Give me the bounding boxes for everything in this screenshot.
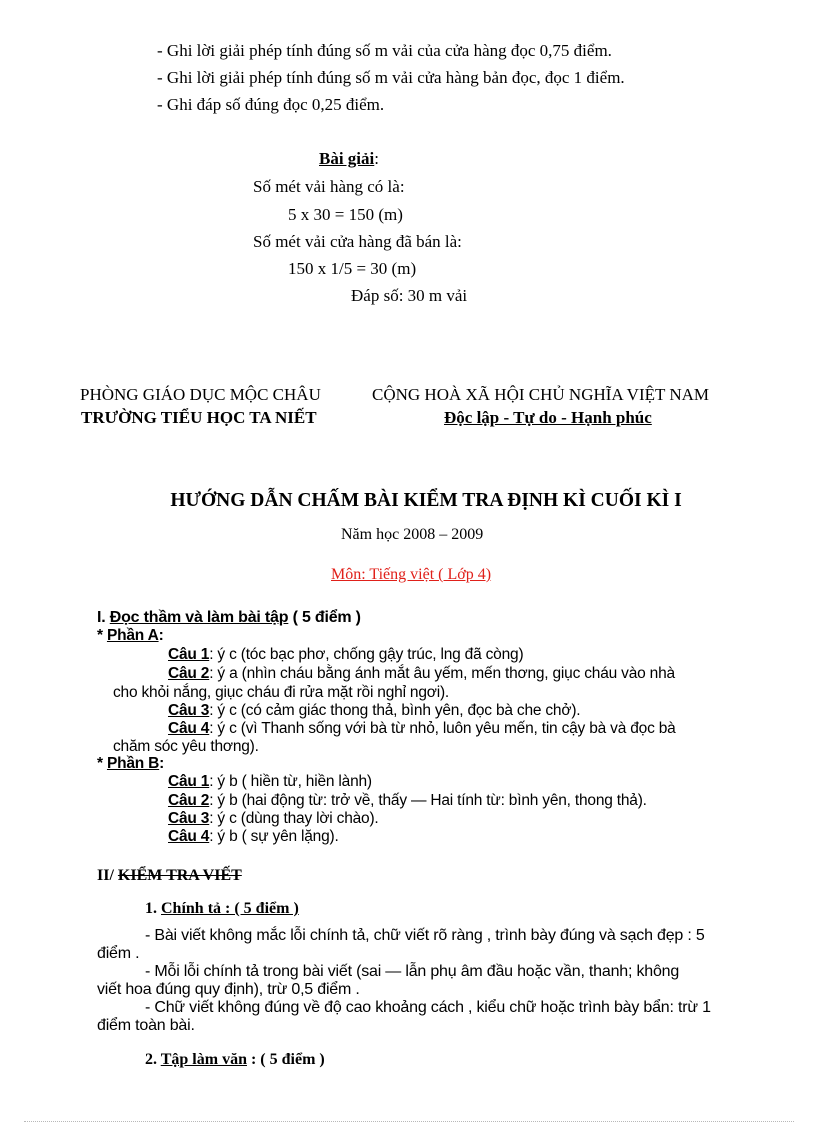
section-2-heading bbox=[97, 866, 242, 886]
header-department: PHÒNG GIÁO DỤC MỘC CHÂU bbox=[80, 385, 321, 404]
solution-answer: Đáp số: 30 m vải bbox=[351, 286, 468, 305]
top-note-2: - Ghi lời giải phép tính đúng số m vải cửa hàng bản đọc, đọc 1 điểm. bbox=[157, 68, 625, 87]
item-text: : ý b ( hiền từ, hiền lành) bbox=[209, 773, 372, 790]
item-text: : ý c (tóc bạc phơ, chống gậy trúc, lng đã còng) bbox=[209, 646, 524, 663]
solution-line-1: Số mét vải hàng có là: bbox=[253, 177, 405, 196]
top-note-3: - Ghi đáp số đúng đọc 0,25 điểm. bbox=[157, 95, 385, 114]
solution-title-colon: : bbox=[374, 149, 379, 168]
part-b-label: Phần B bbox=[106, 755, 160, 772]
spelling-para-3-line-1: - Chữ viết không đúng về độ cao khoảng cách , kiểu chữ hoặc trình bày bẩn: trừ 1 bbox=[145, 999, 711, 1016]
section-2-title: KIỂM TRA VIẾT bbox=[117, 867, 242, 884]
section-2-prefix: II/ bbox=[97, 867, 118, 884]
subsection-composition-title: Tập làm văn bbox=[160, 1051, 247, 1068]
part-a-item-2-continued: cho khỏi nắng, giục cháu đi rửa mặt rồi nghỉ ngơi). bbox=[113, 684, 450, 701]
solution-title: Bài giải bbox=[319, 149, 375, 168]
solution-heading bbox=[319, 148, 379, 169]
solution-line-3: Số mét vải cửa hàng đã bán là: bbox=[253, 232, 462, 251]
item-label: Câu 2 bbox=[168, 665, 210, 682]
page-bottom-divider bbox=[24, 1121, 794, 1122]
part-a-item-1 bbox=[168, 646, 523, 664]
subsection-composition-heading bbox=[145, 1050, 325, 1070]
part-a-item-3 bbox=[168, 702, 580, 720]
spelling-para-2-line-1: - Mỗi lỗi chính tả trong bài viết (sai — lẫn phụ âm đầu hoặc vần, thanh; không bbox=[145, 963, 680, 980]
section-1-heading bbox=[97, 609, 361, 627]
part-a-item-2 bbox=[168, 665, 675, 683]
item-label: Câu 1 bbox=[168, 773, 210, 790]
part-a-item-4-continued: chăm sóc yêu thơng). bbox=[113, 738, 259, 755]
section-1-title: Đọc thầm và làm bài tập bbox=[109, 609, 289, 626]
subsection-spelling-title: Chính tả : ( 5 điểm ) bbox=[161, 900, 299, 917]
part-b-item-4 bbox=[168, 828, 339, 846]
part-b-heading bbox=[97, 755, 164, 773]
part-b-item-3 bbox=[168, 810, 379, 828]
spelling-para-1-line-2: điểm . bbox=[97, 945, 140, 962]
item-label: Câu 1 bbox=[168, 646, 210, 663]
item-text: : ý c (có cảm giác thong thả, bình yên, đọc bà che chở). bbox=[209, 702, 581, 719]
subsection-number: 1. bbox=[145, 900, 161, 917]
subsection-composition-suffix: : ( 5 điểm ) bbox=[246, 1051, 325, 1068]
part-a-colon: : bbox=[158, 627, 164, 644]
part-a-item-4 bbox=[168, 720, 676, 738]
part-b-colon: : bbox=[159, 755, 165, 772]
part-a-heading bbox=[97, 627, 164, 645]
solution-line-2: 5 x 30 = 150 (m) bbox=[288, 205, 403, 224]
part-b-star: * bbox=[97, 755, 107, 772]
part-a-star: * bbox=[97, 627, 107, 644]
item-text: : ý c (dùng thay lời chào). bbox=[209, 810, 379, 827]
subject-line: Môn: Tiếng việt ( Lớp 4) bbox=[331, 566, 492, 583]
part-a-label: Phần A bbox=[106, 627, 159, 644]
top-note-1: - Ghi lời giải phép tính đúng số m vải của cửa hàng đọc 0,75 điểm. bbox=[157, 41, 612, 60]
item-text: : ý b ( sự yên lặng). bbox=[209, 828, 339, 845]
solution-line-4: 150 x 1/5 = 30 (m) bbox=[288, 259, 417, 278]
item-text: : ý b (hai động từ: trở về, thấy — Hai tính từ: bình yên, thong thả). bbox=[209, 792, 647, 809]
item-label: Câu 2 bbox=[168, 792, 210, 809]
doc-title: HƯỚNG DẪN CHẤM BÀI KIỂM TRA ĐỊNH KÌ CUỐI KÌ I bbox=[170, 490, 682, 511]
item-label: Câu 3 bbox=[168, 810, 210, 827]
spelling-para-2-line-2: viết hoa đúng quy định), trừ 0,5 điểm . bbox=[97, 981, 360, 998]
spelling-para-3-line-2: điểm toàn bài. bbox=[97, 1017, 195, 1034]
subsection-number: 2. bbox=[145, 1051, 161, 1068]
part-b-item-2 bbox=[168, 792, 647, 810]
header-motto: Độc lập - Tự do - Hạnh phúc bbox=[444, 408, 652, 427]
item-text: : ý c (vì Thanh sống với bà từ nhỏ, luôn yêu mến, tin cậy bà và đọc bà bbox=[209, 720, 676, 737]
item-label: Câu 4 bbox=[168, 828, 210, 845]
header-school: TRƯỜNG TIỂU HỌC TA NIẾT bbox=[81, 408, 317, 427]
subsection-spelling-heading bbox=[145, 899, 299, 919]
section-1-suffix: ( 5 điểm ) bbox=[288, 609, 361, 626]
section-1-prefix: I. bbox=[97, 609, 110, 626]
part-b-item-1 bbox=[168, 773, 372, 791]
item-label: Câu 4 bbox=[168, 720, 210, 737]
spelling-para-1-line-1: - Bài viết không mắc lỗi chính tả, chữ viết rõ ràng , trình bày đúng và sạch đẹp : 5 bbox=[145, 927, 705, 944]
header-nation: CỘNG HOÀ XÃ HỘI CHỦ NGHĨA VIỆT NAM bbox=[372, 385, 710, 404]
item-text: : ý a (nhìn cháu bằng ánh mắt âu yếm, mến thơng, giục cháu vào nhà bbox=[209, 665, 675, 682]
school-year: Năm học 2008 – 2009 bbox=[341, 526, 484, 543]
item-label: Câu 3 bbox=[168, 702, 210, 719]
